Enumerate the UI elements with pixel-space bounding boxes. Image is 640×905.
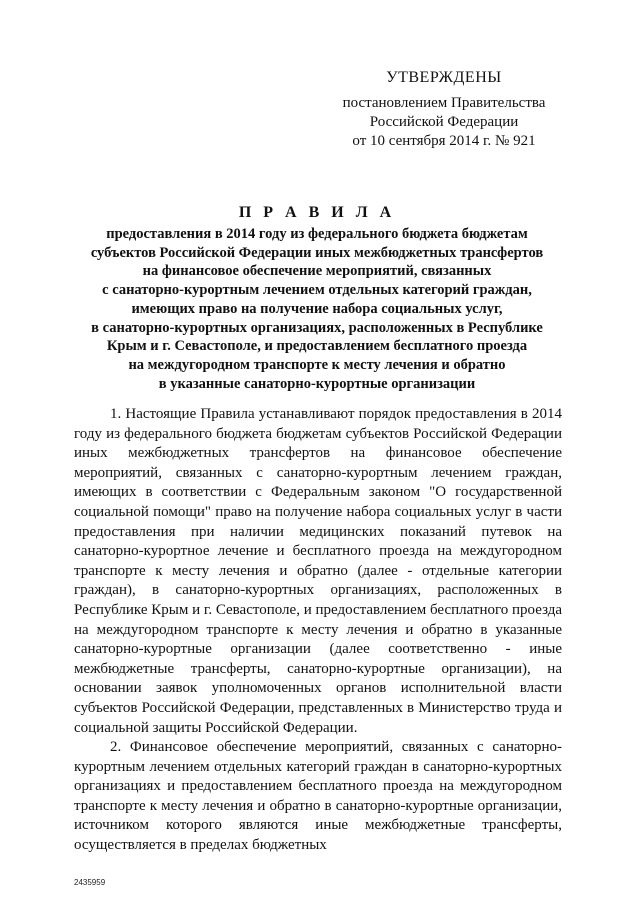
approval-line-3: от 10 сентября 2014 г. № 921	[352, 133, 536, 149]
document-body	[74, 405, 562, 856]
approval-stamp-block	[330, 68, 558, 151]
subtitle-line: предоставления в 2014 году из федерального бюджета бюджетам	[106, 226, 528, 242]
document-code: 2435959	[74, 878, 106, 887]
subtitle-line: субъектов Российской Федерации иных межбюджетных трансфертов	[90, 244, 544, 261]
approval-title: УТВЕРЖДЕНЫ	[386, 69, 502, 86]
subtitle-line: в указанные санаторно-курортные организации	[158, 375, 476, 392]
approval-line-1: постановлением Правительства	[342, 95, 546, 111]
approval-line-2: Российской Федерации	[369, 114, 519, 130]
document-subtitle	[72, 225, 562, 393]
paragraph-2: 2. Финансовое обеспечение мероприятий, связанных с санаторно-курортным лечением отдельных категорий граждан в санаторно-курортных организациях и предоставлением бесплатного проезда на междугородном транспорте к месту лечения и обратно в санаторно-курортные организации, источником которого являются иные межбюджетные трансферты, осуществляется в пределах бюджетных	[74, 739, 562, 854]
subtitle-line: имеющих право на получение набора социальных услуг,	[131, 300, 503, 317]
paragraph-1: 1. Настоящие Правила устанавливают порядок предоставления в 2014 году из федерального бюджета бюджетам субъектов Российской Федерации иных межбюджетных трансфертов на финансовое обеспечение мероприятий, связанных с санаторно-курортным лечением граждан, имеющих в соответствии с Федеральным законом "О государственной социальной помощи" право на получение набора социальных услуг в части предоставления при наличии медицинских показаний путевок на санаторно-курортное лечение и бесплатного проезда на междугородном транспорте к месту лечения и обратно (далее - отдельные категории граждан), в санаторно-курортных организациях, расположенных в Республике Крым и г. Севастополе, и предоставлением бесплатного проезда на междугородном транспорте к месту лечения и обратно в указанные санаторно-курортные организации (далее соответственно - иные межбюджетные трансферты, санаторно-курортные организации), на основании заявок уполномоченных органов исполнительной власти субъектов Российской Федерации, представленных в Министерство труда и социальной защиты Российской Федерации.	[74, 406, 563, 736]
subtitle-line: на финансовое обеспечение мероприятий, связанных	[142, 263, 492, 280]
subtitle-line: в санаторно-курортных организациях, расположенных в Республике	[91, 319, 543, 336]
document-title: П Р А В И Л А	[238, 204, 396, 221]
subtitle-line: Крым и г. Севастополе, и предоставлением бесплатного проезда	[106, 338, 528, 355]
document-heading	[72, 203, 562, 393]
subtitle-line: с санаторно-курортным лечением отдельных категорий граждан,	[102, 282, 532, 299]
subtitle-line: на междугородном транспорте к месту лечения и обратно	[128, 356, 506, 373]
